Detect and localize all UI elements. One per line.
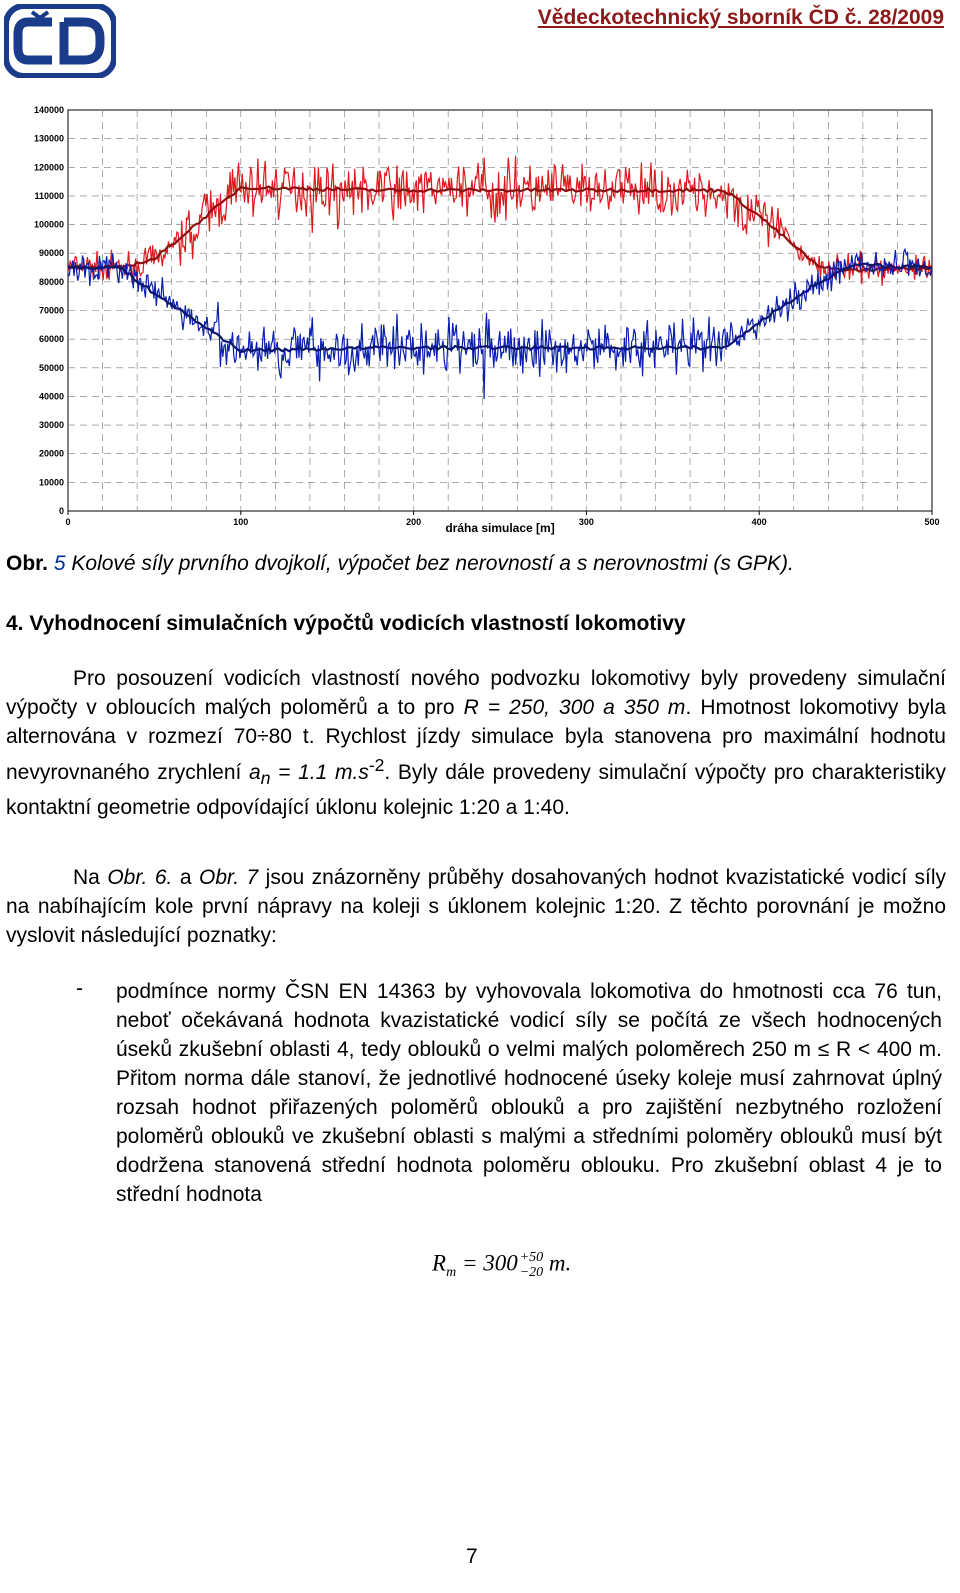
ylabel-unit: [N] [4,262,23,292]
y-tick-label: 140000 [33,105,64,115]
paragraph-2: Na Obr. 6. a Obr. 7 jsou znázorněny průběhy dosahovaných hodnot kvazistatické vodicí síly na nabíhajícím kole první nápravy na koleji s úklonem kolejnic 1:20. Z těchto porovnání je možno vyslovit následující poznatky: [6,866,947,947]
x-tick-label: 500 [924,517,940,527]
y-tick-label: 80000 [38,276,64,287]
y-tick-label: 70000 [38,305,64,316]
svg-text:Q11, Q12 [N] [4,263,23,364]
bullet-dash: - [76,977,83,1000]
y-tick-label: 40000 [38,391,64,402]
ylabel-q11: Q11 [4,332,23,364]
section-heading [6,612,686,636]
wheel-force-chart [0,98,960,548]
x-tick-label: 400 [751,517,767,527]
y-tick-label: 120000 [33,162,64,173]
x-tick-label: 100 [233,517,249,527]
x-tick-label: 0 [65,517,71,527]
y-tick-label: 50000 [38,362,64,373]
journal-title: Vědeckotechnický sborník ČD č. 28/2009 [537,6,944,29]
section-number: 4. [6,612,24,635]
y-tick-label: 100000 [33,219,64,230]
paragraph-1: Pro posouzení vodicích vlastností nového podvozku lokomotivy byly provedeny simulační výpočty v obloucích malých poloměrů a to pro R = 250, 300 a 350 m. Hmotnost lokomotivy byla alternována v rozmezí 70÷80 t. Rychlost jízdy simulace byla stanovena pro maximální hodnotu nevyrovnaného zrychlení $a_n = 1.1$ $m.s^{-2}$. Byly dále provedeny simulační výpočty pro charakteristiky kontaktní geometrie odpovídající úklonu kolejnic 1:20 a 1:40. [6,667,947,820]
page-number: 7 [466,1545,478,1568]
bullet-text: podmínce normy ČSN EN 14363 by vyhovovala lokomotiva do hmotnosti cca 76 tun, neboť očekávaná hodnota kvazistatické vodicí síly se počítá ze všech hodnocených úseků zkušební oblasti 4, tedy oblouků o velmi malých poloměrech 250 m ≤ R < 400 m. Přitom norma dále stanoví, že jednotlivé hodnocené úseky koleje musí zahrnovat úplný rozsah hodnot přiřazených poloměrů oblouků a pro zajištění nezbytného rozložení poloměrů oblouků ve zkušební oblasti s malými a středními poloměry oblouků musí být dodržena stanovená střední hodnota poloměru oblouku. Pro zkušební oblast 4 je to střední hodnota [116,980,942,1206]
y-tick-label: 20000 [38,448,64,459]
y-tick-label: 30000 [38,420,64,431]
cd-logo [4,4,116,78]
y-tick-label: 10000 [38,477,64,488]
section-title: Vyhodnocení simulačních výpočtů vodicích vlastností lokomotivy [23,612,686,635]
y-tick-label: 60000 [38,334,64,345]
ylabel-q12: Q12 [4,291,23,324]
y-tick-label: 110000 [34,190,64,201]
y-tick-label: 0 [58,506,64,516]
y-tick-label: 130000 [33,133,64,144]
y-tick-label: 90000 [38,248,64,259]
ylabel-sep: , [4,323,23,333]
caption-text: Kolové síly prvního dvojkolí, výpočet bez nerovností a s nerovnostmi (s GPK). [65,552,794,575]
x-axis-label: dráha simulace [m] [445,521,555,535]
caption-lead: Obr. [6,552,49,575]
figure-caption [6,552,794,576]
x-tick-label: 300 [578,517,594,527]
formula: $R_m = 300$ +50 −20 m. [432,1250,572,1280]
caption-number: 5 [53,552,66,575]
x-tick-label: 200 [406,517,422,527]
